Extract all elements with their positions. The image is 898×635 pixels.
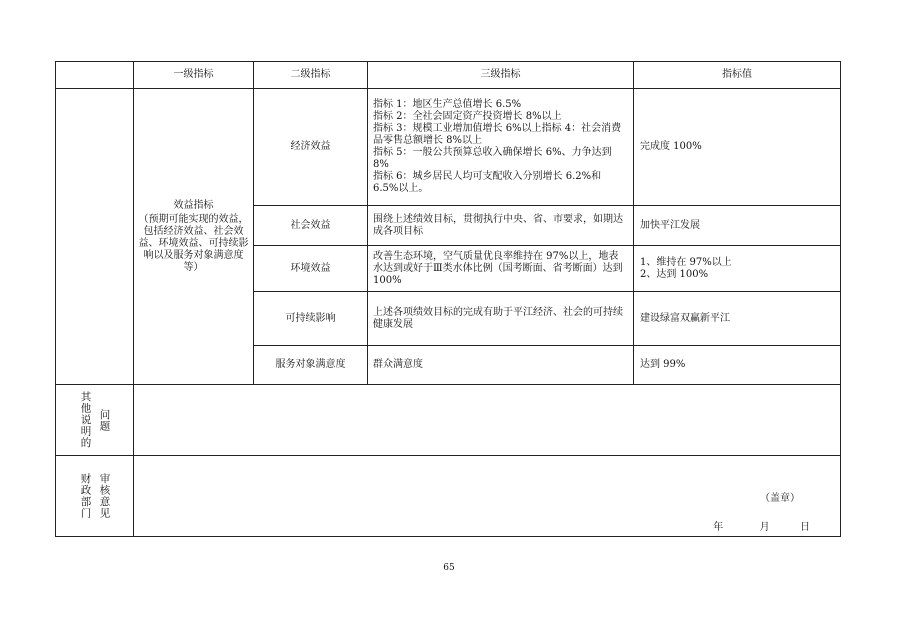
header-value: 指标值: [634, 62, 841, 89]
value-line: 完成度 100%: [640, 141, 702, 152]
level2-sustainable: 可持续影响: [254, 292, 368, 346]
level1-cell: [134, 89, 254, 385]
finance-review-label-a: 财政部门: [79, 473, 92, 519]
level3-line: 指标 2：全社会固定资产投资增长 8%以上: [373, 111, 562, 122]
level3-line: 改善生态环境，空气质量优良率维持在 97%以上，地表水达到或好于Ⅲ类水体比例（国考断面、省考断面）达到 100%: [373, 250, 623, 286]
finance-review-label-cell: [56, 456, 134, 537]
row-economic: [56, 89, 841, 206]
level3-sustainable: [368, 292, 634, 346]
other-notes-label-b: 问题: [98, 408, 111, 432]
performance-indicator-table: [55, 61, 841, 537]
level1-description: （预期可能实现的效益，包括经济效益、社会效益、环境效益、可持续影响以及服务对象满意度等）: [138, 213, 249, 273]
date-day: 日: [800, 522, 810, 533]
header-level3: 三级指标: [368, 62, 634, 89]
value-economic: [634, 89, 841, 206]
value-line: 加快平江发展: [640, 219, 700, 231]
level3-environment: [368, 246, 634, 292]
row-other-notes: [56, 385, 841, 456]
header-row: [56, 62, 841, 89]
other-notes-content: [134, 385, 841, 456]
value-sustainable: [634, 292, 841, 346]
level3-line: 群众满意度: [373, 359, 423, 370]
date-month: 月: [759, 522, 770, 533]
level3-line: 指标 6：城乡居民人均可支配收入分别增长 6.2%和 6.5%以上。: [373, 171, 602, 194]
value-line: 达到 99%: [640, 359, 686, 370]
level2-economic: 经济效益: [254, 89, 368, 206]
value-line: 建设绿富双赢新平江: [640, 312, 730, 324]
level3-social: [368, 206, 634, 246]
value-environment: [634, 246, 841, 292]
header-level1: 一级指标: [134, 62, 254, 89]
value-line: 2、达到 100%: [640, 268, 709, 280]
header-blank: [56, 62, 134, 89]
level3-line: 指标 5：一般公共预算总收入确保增长 6%、力争达到 8%: [373, 147, 612, 170]
level2-satisfaction: 服务对象满意度: [254, 346, 368, 385]
level2-environment: 环境效益: [254, 246, 368, 292]
level3-satisfaction: [368, 346, 634, 385]
finance-review-content: [134, 456, 841, 537]
level3-line: 上述各项绩效目标的完成有助于平江经济、社会的可持续健康发展: [373, 306, 623, 330]
row-finance-review: [56, 456, 841, 537]
value-social: [634, 206, 841, 246]
date-year: 年: [713, 522, 724, 533]
value-line: 1、维持在 97%以上: [640, 256, 732, 268]
other-notes-label-a: 其他说明的: [79, 391, 92, 449]
level3-line: 指标 1：地区生产总值增长 6.5%: [373, 99, 522, 110]
other-notes-label-cell: [56, 385, 134, 456]
level3-economic: [368, 89, 634, 206]
level3-line: 指标 3：规模工业增加值增长 6%以上指标 4：社会消费品零售总额增长 8%以上: [373, 123, 622, 146]
value-satisfaction: [634, 346, 841, 385]
level1-title: 效益指标: [173, 199, 214, 211]
date-line: [713, 522, 810, 534]
finance-review-label-b: 审核意见: [98, 473, 111, 519]
level2-social: 社会效益: [254, 206, 368, 246]
blank-side-cell: [56, 89, 134, 385]
level3-line: 围绕上述绩效目标，贯彻执行中央、省、市要求，如期达成各项目标: [373, 213, 623, 237]
page-number: 65: [443, 563, 455, 573]
seal-text: （盖章）: [760, 493, 800, 504]
header-level2: 二级指标: [254, 62, 368, 89]
